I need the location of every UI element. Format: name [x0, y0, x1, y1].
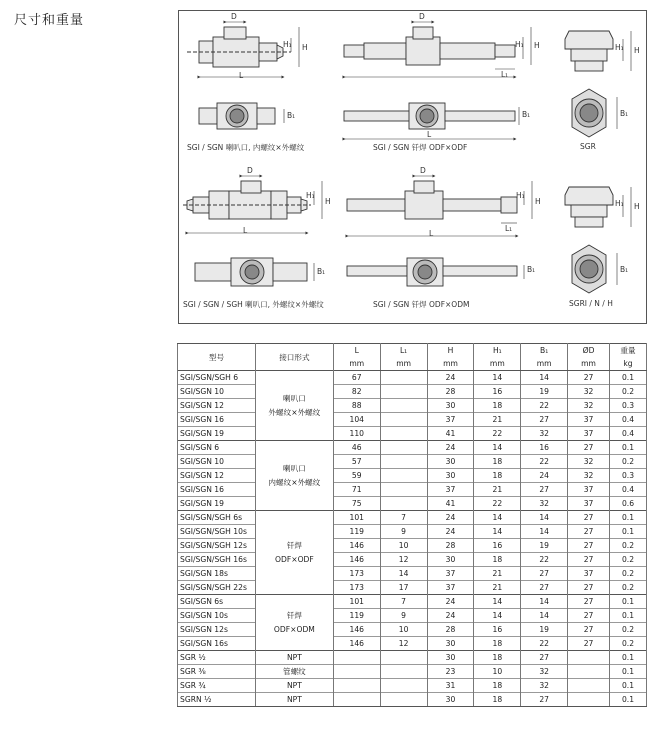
- cell-l1: [380, 469, 427, 483]
- header-connection: 接口形式: [255, 344, 333, 371]
- cell-h1: 14: [474, 595, 521, 609]
- cell-h: 24: [427, 525, 474, 539]
- cell-weight: 0.1: [610, 525, 647, 539]
- cell-h: 24: [427, 441, 474, 455]
- page-title: 尺寸和重量: [14, 13, 85, 28]
- cell-l1: [380, 385, 427, 399]
- cell-od: 27: [568, 595, 610, 609]
- unit-b1: mm: [521, 357, 568, 371]
- cell-od: [568, 651, 610, 665]
- table-row: [178, 581, 647, 595]
- cell-l: [333, 679, 380, 693]
- cell-l: 101: [333, 595, 380, 609]
- table-row: [178, 665, 647, 679]
- cell-l: 146: [333, 539, 380, 553]
- cell-h: 30: [427, 651, 474, 665]
- cell-b1: 22: [521, 455, 568, 469]
- dim-h1-5: H₁: [516, 191, 525, 200]
- dim-b1-3: B₁: [620, 109, 629, 118]
- cell-l1: [380, 413, 427, 427]
- cell-l1: [380, 679, 427, 693]
- dim-b1-6: B₁: [620, 265, 629, 274]
- cell-weight: 0.4: [610, 413, 647, 427]
- header-weight: 重量: [610, 344, 647, 358]
- cell-h1: 14: [474, 525, 521, 539]
- spec-table: [177, 343, 647, 707]
- cell-weight: 0.1: [610, 651, 647, 665]
- table-row: [178, 693, 647, 707]
- cell-h: 31: [427, 679, 474, 693]
- cell-l1: 7: [380, 595, 427, 609]
- dim-l-5: L: [429, 229, 434, 238]
- cell-b1: 14: [521, 595, 568, 609]
- cell-l1: 17: [380, 581, 427, 595]
- cell-connection: NPT: [255, 651, 333, 665]
- cell-connection: 管螺纹: [255, 665, 333, 679]
- cell-connection: [255, 511, 333, 595]
- cell-model: SGI/SGN 12: [178, 399, 256, 413]
- cell-weight: 0.2: [610, 637, 647, 651]
- connection-line: 钎焊: [286, 540, 302, 550]
- dim-h1-3: H₁: [615, 43, 624, 52]
- cell-h: 37: [427, 581, 474, 595]
- cell-connection: NPT: [255, 693, 333, 707]
- cell-l1: [380, 399, 427, 413]
- cell-model: SGI/SGN 19: [178, 497, 256, 511]
- cell-h1: 18: [474, 553, 521, 567]
- cell-weight: 0.1: [610, 679, 647, 693]
- cell-l1: 12: [380, 637, 427, 651]
- cell-b1: 32: [521, 679, 568, 693]
- cell-h1: 14: [474, 609, 521, 623]
- caption-1: SGI / SGN 喇叭口, 内螺纹×外螺纹: [187, 143, 305, 152]
- cell-h1: 18: [474, 651, 521, 665]
- cell-h1: 18: [474, 399, 521, 413]
- cell-weight: 0.2: [610, 539, 647, 553]
- cell-h: 28: [427, 623, 474, 637]
- cell-model: SGI/SGN 16s: [178, 637, 256, 651]
- cell-h1: 21: [474, 483, 521, 497]
- table-row: [178, 441, 647, 455]
- cell-od: 27: [568, 511, 610, 525]
- dim-h-6: H: [634, 202, 640, 211]
- dim-l-2: L: [427, 130, 432, 139]
- dim-h-3: H: [634, 46, 640, 55]
- table-row: [178, 469, 647, 483]
- connection-line: 内螺纹×外螺纹: [268, 477, 321, 487]
- cell-l: 82: [333, 385, 380, 399]
- dim-l-1: L: [239, 71, 244, 80]
- dim-b1-1: B₁: [287, 111, 296, 120]
- cell-h1: 18: [474, 455, 521, 469]
- cell-b1: 22: [521, 637, 568, 651]
- cell-h: 37: [427, 413, 474, 427]
- connection-line: 外螺纹×外螺纹: [268, 407, 321, 417]
- dim-b1-5: B₁: [527, 265, 536, 274]
- cell-weight: 0.4: [610, 427, 647, 441]
- cell-b1: 27: [521, 651, 568, 665]
- cell-connection: [255, 595, 333, 651]
- table-row: [178, 525, 647, 539]
- connection-line: 喇叭口: [283, 393, 306, 403]
- cell-model: SGI/SGN 16: [178, 413, 256, 427]
- dim-d-2: D: [419, 12, 425, 21]
- cell-weight: 0.2: [610, 567, 647, 581]
- cell-od: 27: [568, 609, 610, 623]
- dimension-drawings: [178, 10, 647, 324]
- cell-h1: 22: [474, 427, 521, 441]
- unit-h: mm: [427, 357, 474, 371]
- table-row: [178, 413, 647, 427]
- cell-weight: 0.2: [610, 553, 647, 567]
- cell-model: SGI/SGN 16: [178, 483, 256, 497]
- table-row: [178, 497, 647, 511]
- cell-h1: 18: [474, 693, 521, 707]
- header-b1: B₁: [521, 344, 568, 358]
- cell-od: 27: [568, 525, 610, 539]
- cell-model: SGI/SGN 19: [178, 427, 256, 441]
- cell-od: [568, 665, 610, 679]
- cell-b1: 32: [521, 497, 568, 511]
- table-row: [178, 609, 647, 623]
- dim-h-5: H: [535, 197, 541, 206]
- cell-model: SGI/SGN/SGH 22s: [178, 581, 256, 595]
- cell-b1: 19: [521, 385, 568, 399]
- table-row: [178, 385, 647, 399]
- cell-model: SGR ⅜: [178, 665, 256, 679]
- table-row: [178, 679, 647, 693]
- cell-h: 24: [427, 371, 474, 385]
- cell-b1: 14: [521, 371, 568, 385]
- header-l1: L₁: [380, 344, 427, 358]
- unit-h1: mm: [474, 357, 521, 371]
- cell-weight: 0.3: [610, 399, 647, 413]
- cell-h: 37: [427, 567, 474, 581]
- table-row: [178, 637, 647, 651]
- cell-l: 57: [333, 455, 380, 469]
- cell-od: 37: [568, 427, 610, 441]
- cell-h: 30: [427, 637, 474, 651]
- cell-l1: [380, 665, 427, 679]
- cell-od: 37: [568, 413, 610, 427]
- unit-l: mm: [333, 357, 380, 371]
- cell-l1: 7: [380, 511, 427, 525]
- dim-h-4: H: [325, 197, 331, 206]
- dim-h1-4: H₁: [306, 191, 315, 200]
- cell-b1: 14: [521, 511, 568, 525]
- cell-od: 37: [568, 483, 610, 497]
- cell-model: SGI/SGN/SGH 10s: [178, 525, 256, 539]
- dim-d-4: D: [247, 166, 253, 175]
- cell-l1: 9: [380, 609, 427, 623]
- cell-weight: 0.1: [610, 441, 647, 455]
- cell-h1: 14: [474, 371, 521, 385]
- cell-h: 30: [427, 469, 474, 483]
- cell-l: 119: [333, 525, 380, 539]
- header-l: L: [333, 344, 380, 358]
- table-row: [178, 553, 647, 567]
- cell-l: [333, 665, 380, 679]
- cell-od: 37: [568, 497, 610, 511]
- dim-d-1: D: [231, 12, 237, 21]
- cell-h1: 18: [474, 469, 521, 483]
- cell-l1: [380, 427, 427, 441]
- cell-od: [568, 679, 610, 693]
- cell-weight: 0.1: [610, 595, 647, 609]
- connection-line: ODF×ODF: [275, 554, 314, 564]
- cell-b1: 19: [521, 539, 568, 553]
- cell-h1: 16: [474, 385, 521, 399]
- cell-weight: 0.2: [610, 455, 647, 469]
- cell-h1: 21: [474, 413, 521, 427]
- cell-b1: 19: [521, 623, 568, 637]
- cell-model: SGI/SGN 12s: [178, 623, 256, 637]
- cell-h1: 16: [474, 623, 521, 637]
- dim-h1-2: H₁: [515, 40, 524, 49]
- cell-model: SGI/SGN/SGH 6: [178, 371, 256, 385]
- cell-b1: 24: [521, 469, 568, 483]
- dim-l1-5: L₁: [505, 224, 513, 233]
- cell-weight: 0.1: [610, 665, 647, 679]
- cell-model: SGR ½: [178, 651, 256, 665]
- cell-l1: [380, 497, 427, 511]
- connection-line: 钎焊: [286, 610, 302, 620]
- cell-l: 104: [333, 413, 380, 427]
- unit-od: mm: [568, 357, 610, 371]
- cell-l: 46: [333, 441, 380, 455]
- cell-model: SGI/SGN 6s: [178, 595, 256, 609]
- cell-weight: 0.1: [610, 693, 647, 707]
- cell-l1: 10: [380, 623, 427, 637]
- drawing-6: [565, 187, 613, 293]
- cell-h: 41: [427, 427, 474, 441]
- cell-model: SGI/SGN 12: [178, 469, 256, 483]
- dim-l-4: L: [243, 226, 248, 235]
- cell-weight: 0.2: [610, 623, 647, 637]
- cell-od: 32: [568, 455, 610, 469]
- cell-od: 32: [568, 399, 610, 413]
- cell-b1: 27: [521, 581, 568, 595]
- cell-b1: 32: [521, 427, 568, 441]
- cell-b1: 22: [521, 553, 568, 567]
- cell-l1: 14: [380, 567, 427, 581]
- cell-h1: 18: [474, 637, 521, 651]
- cell-model: SGI/SGN/SGH 16s: [178, 553, 256, 567]
- cell-b1: 32: [521, 665, 568, 679]
- cell-h: 24: [427, 595, 474, 609]
- table-row: [178, 567, 647, 581]
- cell-h1: 10: [474, 665, 521, 679]
- dim-h-1: H: [302, 43, 308, 52]
- cell-h: 24: [427, 609, 474, 623]
- table-row: [178, 651, 647, 665]
- cell-weight: 0.4: [610, 483, 647, 497]
- cell-od: 27: [568, 539, 610, 553]
- cell-b1: 14: [521, 525, 568, 539]
- cell-l1: [380, 483, 427, 497]
- table-body: [178, 371, 647, 707]
- header-model: 型号: [178, 344, 256, 371]
- caption-6: SGRI / N / H: [569, 299, 613, 308]
- cell-model: SGI/SGN 10s: [178, 609, 256, 623]
- cell-h: 23: [427, 665, 474, 679]
- table-row: [178, 427, 647, 441]
- cell-model: SGI/SGN/SGH 12s: [178, 539, 256, 553]
- dim-h-2: H: [534, 41, 540, 50]
- cell-od: 27: [568, 637, 610, 651]
- cell-h1: 14: [474, 441, 521, 455]
- cell-od: 27: [568, 441, 610, 455]
- cell-weight: 0.1: [610, 511, 647, 525]
- cell-weight: 0.6: [610, 497, 647, 511]
- cell-model: SGI/SGN 10: [178, 455, 256, 469]
- cell-model: SGI/SGN 18s: [178, 567, 256, 581]
- cell-l1: [380, 371, 427, 385]
- cell-b1: 27: [521, 693, 568, 707]
- caption-5: SGI / SGN 钎焊 ODF×ODM: [373, 300, 470, 309]
- cell-h: 41: [427, 497, 474, 511]
- dim-h1-6: H₁: [615, 199, 624, 208]
- cell-l: 75: [333, 497, 380, 511]
- cell-b1: 14: [521, 609, 568, 623]
- cell-l: 67: [333, 371, 380, 385]
- cell-l: [333, 651, 380, 665]
- table-row: [178, 399, 647, 413]
- cell-h1: 18: [474, 679, 521, 693]
- cell-model: SGI/SGN/SGH 6s: [178, 511, 256, 525]
- table-row: [178, 595, 647, 609]
- cell-l: 173: [333, 581, 380, 595]
- cell-connection: NPT: [255, 679, 333, 693]
- cell-model: SGI/SGN 6: [178, 441, 256, 455]
- cell-l1: [380, 441, 427, 455]
- cell-model: SGR ¾: [178, 679, 256, 693]
- cell-b1: 27: [521, 567, 568, 581]
- dim-l1-2: L₁: [501, 70, 509, 79]
- dim-b1-2: B₁: [522, 110, 531, 119]
- cell-model: SGI/SGN 10: [178, 385, 256, 399]
- cell-weight: 0.2: [610, 385, 647, 399]
- cell-l1: [380, 693, 427, 707]
- header-h: H: [427, 344, 474, 358]
- cell-l: 146: [333, 637, 380, 651]
- cell-l1: [380, 651, 427, 665]
- cell-h: 30: [427, 399, 474, 413]
- cell-h: 30: [427, 693, 474, 707]
- connection-line: 喇叭口: [283, 463, 306, 473]
- table-row: [178, 455, 647, 469]
- cell-h: 28: [427, 539, 474, 553]
- cell-h1: 21: [474, 581, 521, 595]
- table-header: [178, 344, 647, 371]
- cell-od: 27: [568, 581, 610, 595]
- cell-od: 32: [568, 469, 610, 483]
- cell-h1: 22: [474, 497, 521, 511]
- cell-weight: 0.1: [610, 609, 647, 623]
- cell-l: 88: [333, 399, 380, 413]
- cell-od: [568, 693, 610, 707]
- drawing-2: [344, 27, 515, 129]
- unit-l1: mm: [380, 357, 427, 371]
- table-row: [178, 623, 647, 637]
- cell-l: 119: [333, 609, 380, 623]
- caption-4: SGI / SGN / SGH 喇叭口, 外螺纹×外螺纹: [183, 300, 324, 309]
- table-row: [178, 371, 647, 385]
- cell-od: 37: [568, 567, 610, 581]
- cell-h: 28: [427, 385, 474, 399]
- cell-l1: 9: [380, 525, 427, 539]
- cell-connection: [255, 441, 333, 511]
- cell-model: SGRN ½: [178, 693, 256, 707]
- cell-od: 27: [568, 553, 610, 567]
- dim-b1-4: B₁: [317, 267, 326, 276]
- unit-weight: kg: [610, 357, 647, 371]
- cell-od: 27: [568, 371, 610, 385]
- cell-l: 146: [333, 623, 380, 637]
- caption-3: SGR: [580, 142, 596, 151]
- cell-l1: [380, 455, 427, 469]
- cell-h: 37: [427, 483, 474, 497]
- cell-h1: 21: [474, 567, 521, 581]
- cell-h: 30: [427, 455, 474, 469]
- caption-2: SGI / SGN 钎焊 ODF×ODF: [373, 143, 468, 152]
- header-od: ØD: [568, 344, 610, 358]
- cell-l1: 10: [380, 539, 427, 553]
- cell-b1: 16: [521, 441, 568, 455]
- cell-l: 146: [333, 553, 380, 567]
- cell-h1: 14: [474, 511, 521, 525]
- table-row: [178, 483, 647, 497]
- cell-h1: 16: [474, 539, 521, 553]
- cell-weight: 0.3: [610, 469, 647, 483]
- cell-b1: 27: [521, 413, 568, 427]
- cell-connection: [255, 371, 333, 441]
- table-row: [178, 511, 647, 525]
- cell-od: 32: [568, 385, 610, 399]
- cell-l: 173: [333, 567, 380, 581]
- cell-weight: 0.1: [610, 371, 647, 385]
- drawing-3: [565, 31, 613, 137]
- header-h1: H₁: [474, 344, 521, 358]
- dim-h1-1: H₁: [283, 40, 292, 49]
- table-row: [178, 539, 647, 553]
- cell-l: [333, 693, 380, 707]
- connection-line: ODF×ODM: [273, 624, 315, 634]
- cell-l: 71: [333, 483, 380, 497]
- dim-d-5: D: [420, 166, 426, 175]
- cell-b1: 27: [521, 483, 568, 497]
- cell-h: 24: [427, 511, 474, 525]
- cell-l1: 12: [380, 553, 427, 567]
- cell-l: 110: [333, 427, 380, 441]
- cell-l: 59: [333, 469, 380, 483]
- cell-h: 30: [427, 553, 474, 567]
- cell-l: 101: [333, 511, 380, 525]
- cell-weight: 0.2: [610, 581, 647, 595]
- cell-od: 27: [568, 623, 610, 637]
- cell-b1: 22: [521, 399, 568, 413]
